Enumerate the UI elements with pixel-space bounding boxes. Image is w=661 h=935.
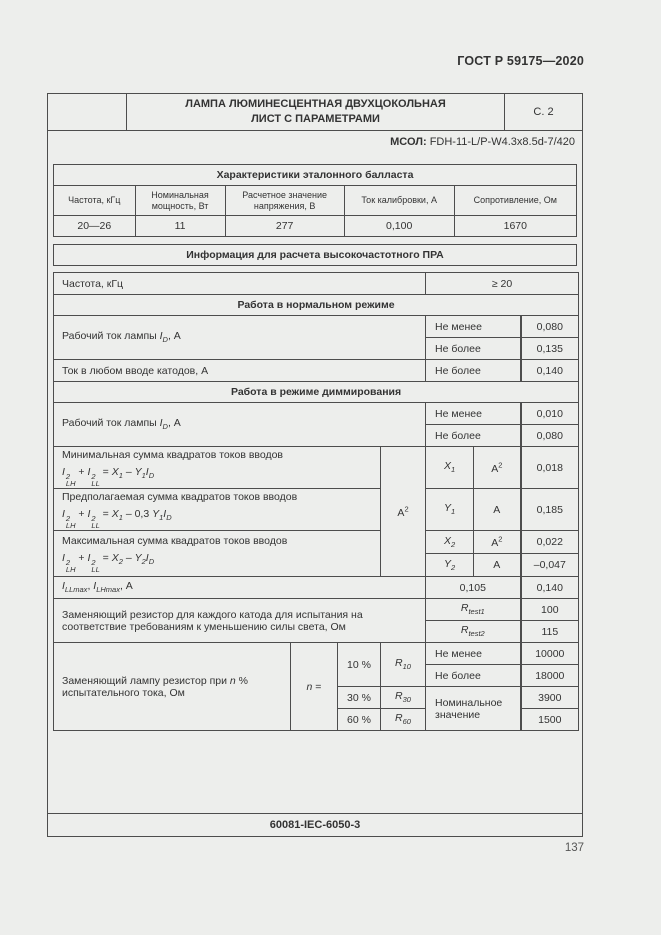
section-title-dimming-mode: Работа в режиме диммирования xyxy=(54,382,579,403)
table-row xyxy=(54,447,579,489)
parameter-sheet-frame xyxy=(47,93,583,837)
criteria-cell: Не более xyxy=(426,425,521,447)
formula-term: $I_D$ xyxy=(159,330,168,345)
table-row xyxy=(54,295,579,316)
llmax-label: $I_{LLmax}$, $I_{LHmax}$, А xyxy=(54,577,426,599)
page-number: 137 xyxy=(564,842,584,854)
table-row xyxy=(54,577,579,599)
table-row xyxy=(54,489,579,531)
formula-term: $Y_2$ xyxy=(443,557,456,573)
value-cell: 0,080 xyxy=(521,316,579,338)
sheet-page-badge: С. 2 xyxy=(533,106,554,118)
criteria-cell: Номинальное значение xyxy=(426,687,521,731)
r-symbol-cell xyxy=(381,687,426,709)
unit-cell: А xyxy=(474,554,521,577)
table-row xyxy=(54,245,577,266)
value-cell: 3900 xyxy=(521,687,579,709)
ballast-table xyxy=(53,164,577,237)
value-cell: –0,047 xyxy=(521,554,579,577)
hf-info-band xyxy=(53,244,577,266)
formula-term: $А^2$ xyxy=(491,460,503,475)
symbol-cell xyxy=(426,621,521,643)
rtest-label: Заменяющий резистор для каждого катода для испытания на соответствие требованиям к уменьшению силы света, Ом xyxy=(54,599,426,643)
symbol-cell xyxy=(426,447,474,489)
quad-sum-max-label xyxy=(54,531,381,577)
quad-sum-expected-label xyxy=(54,489,381,531)
hf-info-title: Информация для расчета высокочастотного ПРА xyxy=(54,245,577,266)
value-cell: 100 xyxy=(521,599,579,621)
percent-cell: 30 % xyxy=(338,687,381,709)
n-equals-cell: n = xyxy=(291,643,338,731)
quad-sum-formula: I 2 LH + I 2 LL = $X_1 - Y_1I_D$ xyxy=(62,466,155,488)
symbol-cell xyxy=(426,489,474,531)
formula-term: I 2 LL xyxy=(87,466,100,488)
formula-term: $А^2$ xyxy=(397,504,409,519)
sheet-content xyxy=(48,156,582,731)
main-table xyxy=(53,272,579,731)
formula-term: $Y_1$ xyxy=(134,466,146,481)
cathode-current-label: Ток в любом вводе катодов, А xyxy=(54,360,426,382)
formula-term: $R_{30}$ xyxy=(395,690,411,705)
formula-term: $X_2$ xyxy=(111,552,123,567)
sheet-title-line1: ЛАМПА ЛЮМИНЕСЦЕНТНАЯ ДВУХЦОКОЛЬНАЯ xyxy=(185,98,446,110)
value-cell: 0,010 xyxy=(521,403,579,425)
formula-term: $R_{test1}$ xyxy=(460,602,485,617)
ballast-value: 20—26 xyxy=(54,216,136,237)
value-cell: 18000 xyxy=(521,665,579,687)
iec-reference-footer: 60081-IEC-6050-3 xyxy=(48,813,582,836)
formula-term: $R_{60}$ xyxy=(395,712,411,727)
formula-term: $I_D$ xyxy=(145,466,155,481)
formula-term: $Y_1$ xyxy=(443,502,456,517)
formula-term: $А^2$ xyxy=(491,534,503,550)
formula-term: $X_1$ xyxy=(443,460,456,475)
criteria-cell: Не менее xyxy=(426,316,521,338)
sheet-header xyxy=(48,94,582,131)
formula-term: $R_{10}$ xyxy=(395,657,411,672)
formula-term: $I_D$ xyxy=(145,552,155,567)
r-symbol-cell xyxy=(381,643,426,687)
unit-cell xyxy=(474,447,521,489)
table-row xyxy=(54,360,579,382)
formula-term: n xyxy=(229,674,236,687)
unit-cell-a2-merged xyxy=(381,447,426,577)
criteria-cell: Не менее xyxy=(426,403,521,425)
formula-term: $X_1$ xyxy=(111,508,123,523)
value-cell: 0,135 xyxy=(521,338,579,360)
value-cell: 0,080 xyxy=(521,425,579,447)
ballast-value: 11 xyxy=(135,216,225,237)
sheet-header-empty-cell xyxy=(48,94,127,130)
unit-cell xyxy=(474,531,521,554)
ballast-table-title: Характеристики эталонного балласта xyxy=(54,165,577,186)
formula-term: $Y_1$ xyxy=(152,508,164,523)
formula-term: $I_D$ xyxy=(163,508,172,523)
formula-term: n xyxy=(306,680,313,693)
symbol-cell xyxy=(426,554,474,577)
formula-term: I 2 LL xyxy=(87,508,100,530)
frequency-value: ≥ 20 xyxy=(426,273,579,295)
replace-resistor-label: Заменяющий лампу резистор при n % испытательного тока, Ом xyxy=(54,643,291,731)
ballast-col-header: Сопротивление, Ом xyxy=(454,186,576,216)
ballast-col-header: Частота, кГц xyxy=(54,186,136,216)
quad-sum-label-text: Предполагаемая сумма квадратов токов вводов xyxy=(62,491,298,503)
formula-term: $I_{LLmax}$ xyxy=(62,580,88,595)
formula-term: $I_{LHmax}$ xyxy=(93,580,120,595)
standard-number-header: ГОСТ Р 59175—2020 xyxy=(457,54,584,68)
formula-term: $I_D$ xyxy=(159,417,168,432)
formula-term: $X_2$ xyxy=(443,534,456,550)
table-row xyxy=(54,273,579,295)
lamp-current-label: Рабочий ток лампы $I_D$, А xyxy=(54,403,426,447)
value-cell: 1500 xyxy=(521,709,579,731)
criteria-cell: Не более xyxy=(426,665,521,687)
quad-sum-min-label xyxy=(54,447,381,489)
value-cell: 0,018 xyxy=(521,447,579,489)
ballast-value: 277 xyxy=(225,216,344,237)
quad-sum-formula: I 2 LH + I 2 LL = $X_1 - 0,3$ $Y_1I_D$ xyxy=(62,508,172,530)
value-cell: 0,022 xyxy=(521,531,579,554)
mcol-label: МСОЛ: xyxy=(390,136,427,148)
quad-sum-formula: I 2 LH + I 2 LL = $X_2 - Y_2I_D$ xyxy=(62,552,155,574)
ballast-value: 1670 xyxy=(454,216,576,237)
r-symbol-cell xyxy=(381,709,426,731)
table-row xyxy=(54,216,577,237)
ballast-col-header: Номинальная мощность, Вт xyxy=(135,186,225,216)
table-row xyxy=(54,531,579,554)
sheet-title-line2: ЛИСТ С ПАРАМЕТРАМИ xyxy=(251,113,380,125)
value-cell: 10000 xyxy=(521,643,579,665)
formula-term: I 2 LH xyxy=(62,552,76,574)
percent-cell: 60 % xyxy=(338,709,381,731)
section-title-normal-mode: Работа в нормальном режиме xyxy=(54,295,579,316)
percent-cell: 10 % xyxy=(338,643,381,687)
value-cell: 0,105 xyxy=(426,577,521,599)
symbol-cell xyxy=(426,531,474,554)
frequency-label: Частота, кГц xyxy=(54,273,426,295)
value-cell: 0,185 xyxy=(521,489,579,531)
table-row xyxy=(54,165,577,186)
table-row xyxy=(54,186,577,216)
unit-cell: А xyxy=(474,489,521,531)
formula-term: $Y_2$ xyxy=(134,552,146,567)
value-cell: 0,140 xyxy=(521,577,579,599)
value-cell: 0,140 xyxy=(521,360,579,382)
criteria-cell: Не менее xyxy=(426,643,521,665)
table-row xyxy=(54,643,579,665)
ballast-value: 0,100 xyxy=(344,216,454,237)
formula-term: I 2 LH xyxy=(62,508,76,530)
quad-sum-label-text: Максимальная сумма квадратов токов вводов xyxy=(62,535,288,547)
formula-term: I 2 LL xyxy=(87,552,100,574)
ballast-col-header: Расчетное значение напряжения, В xyxy=(225,186,344,216)
formula-term: $R_{test2}$ xyxy=(460,624,485,639)
table-row xyxy=(54,382,579,403)
table-row xyxy=(54,403,579,425)
criteria-cell: Не более xyxy=(426,338,521,360)
formula-term: $X_1$ xyxy=(111,466,123,481)
criteria-cell: Не более xyxy=(426,360,521,382)
table-row xyxy=(54,599,579,621)
mcol-line xyxy=(48,131,582,156)
quad-sum-label-text: Минимальная сумма квадратов токов вводов xyxy=(62,449,284,461)
lamp-current-label: Рабочий ток лампы $I_D$, А xyxy=(54,316,426,360)
symbol-cell xyxy=(426,599,521,621)
formula-term: I 2 LH xyxy=(62,466,76,488)
sheet-title xyxy=(127,94,505,130)
mcol-value: FDH-11-L/P-W4.3x8.5d-7/420 xyxy=(426,136,575,148)
value-cell: 115 xyxy=(521,621,579,643)
ballast-col-header: Ток калибровки, А xyxy=(344,186,454,216)
table-row xyxy=(54,316,579,338)
